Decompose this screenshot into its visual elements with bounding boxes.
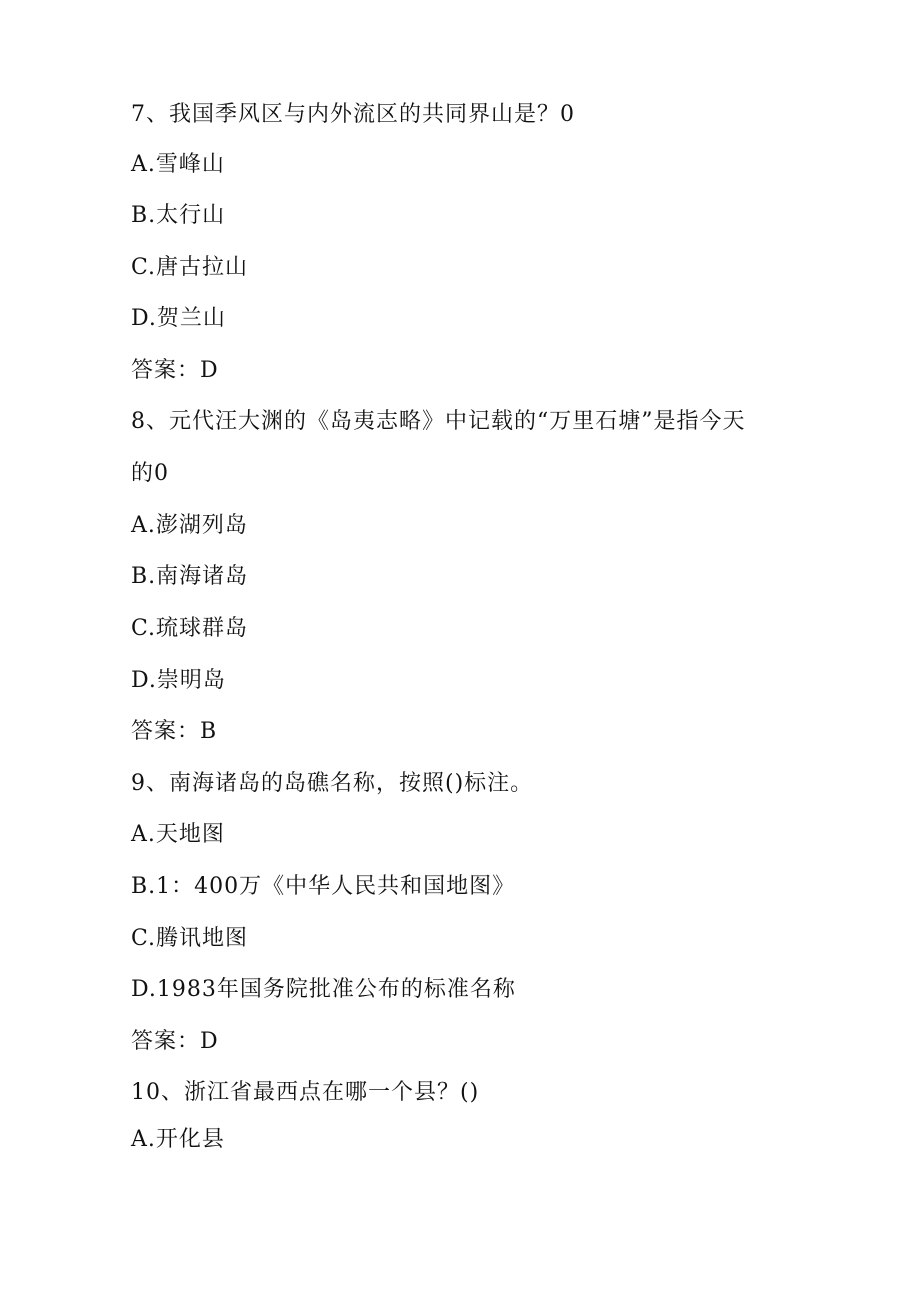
question-10-stem: 10、浙江省最西点在哪一个县？() bbox=[131, 1080, 480, 1105]
question-8-option-c: C.琉球群岛 bbox=[131, 616, 249, 641]
question-9-stem: 9、南海诸岛的岛礁名称，按照()标注。 bbox=[131, 771, 534, 796]
question-7-option-a: A.雪峰山 bbox=[131, 152, 225, 177]
question-8-option-d: D.崇明岛 bbox=[131, 668, 226, 693]
question-7-option-b: B.太行山 bbox=[131, 203, 226, 228]
question-8-stem-line-1: 8、元代汪大渊的《岛夷志略》中记载的“万里石塘”是指今天 bbox=[131, 409, 746, 434]
question-9-option-b: B.1：400万《中华人民共和国地图》 bbox=[131, 874, 516, 899]
question-8-answer: 答案：B bbox=[131, 719, 218, 744]
question-10-option-a: A.开化县 bbox=[131, 1127, 225, 1152]
question-8-option-b: B.南海诸岛 bbox=[131, 564, 249, 589]
question-9-option-a: A.天地图 bbox=[131, 822, 225, 847]
question-9-answer: 答案：D bbox=[131, 1029, 219, 1054]
question-8-option-a: A.澎湖列岛 bbox=[131, 513, 248, 538]
question-9-option-d: D.1983年国务院批准公布的标准名称 bbox=[131, 977, 516, 1002]
question-9-option-c: C.腾讯地图 bbox=[131, 926, 249, 951]
question-7-option-d: D.贺兰山 bbox=[131, 306, 226, 331]
question-7-stem: 7、我国季风区与内外流区的共同界山是？0 bbox=[131, 102, 575, 127]
question-8-stem-line-2: 的0 bbox=[131, 461, 169, 486]
question-7-option-c: C.唐古拉山 bbox=[131, 255, 249, 280]
question-7-answer: 答案：D bbox=[131, 358, 219, 383]
